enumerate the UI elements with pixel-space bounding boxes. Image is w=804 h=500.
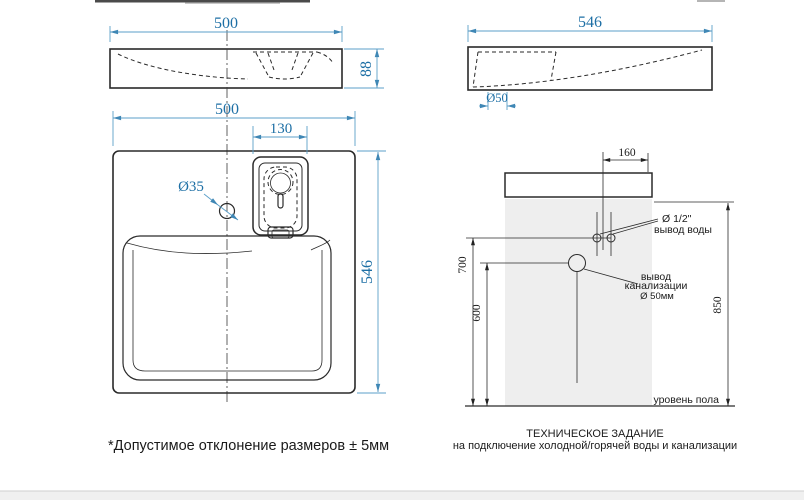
spec-subtitle: на подключение холодной/горячей воды и канализации	[452, 440, 738, 452]
tolerance-note: *Допустимое отклонение размеров ± 5мм	[108, 438, 390, 454]
side-hidden-bottom-curve	[473, 50, 702, 87]
sink-front-outline	[113, 151, 355, 393]
logo-fragment	[95, 0, 310, 3]
page-bottom-strip	[0, 491, 804, 500]
basin-back-slope	[127, 243, 252, 254]
side-hidden-slant-r	[551, 52, 556, 80]
recess-hidden-corner	[317, 52, 333, 63]
dim-top-width: 500	[214, 15, 238, 32]
tap-platform-outer	[253, 157, 308, 235]
dim-tap-platform: 130	[269, 121, 293, 137]
dim-mount-height: 850	[712, 296, 724, 314]
basin-hidden-curve	[118, 54, 248, 79]
dim-front-height: 546	[359, 260, 376, 284]
tap-hole-circle	[271, 173, 291, 193]
strip-fill	[0, 492, 804, 500]
faucet-leader-arrow	[204, 194, 218, 205]
drain-label-1: вывод	[640, 271, 672, 283]
drain-label-2: канализации	[624, 280, 688, 292]
dim-drain-height: 600	[471, 304, 483, 322]
basin-inner-wall	[133, 250, 322, 371]
front-view-drawing	[113, 101, 386, 404]
recess-hidden-slant-r2	[292, 53, 298, 70]
top-view-drawing	[110, 15, 384, 103]
recess-hidden-slant-l1	[256, 53, 269, 77]
dim-top-depth: 88	[358, 61, 375, 77]
overflow-slot	[278, 194, 283, 208]
logo-fragment-right	[697, 0, 725, 2]
recess-hidden-slant-r1	[300, 53, 313, 77]
sink-side-block	[505, 173, 652, 197]
water-outlet-label: вывод воды	[654, 224, 712, 236]
dim-drain-diameter: Ø50	[486, 91, 508, 105]
dim-tap-offset: 160	[618, 147, 636, 159]
spec-title: ТЕХНИЧЕСКОЕ ЗАДАНИЕ	[526, 428, 664, 440]
drain-label-3: Ø 50мм	[640, 291, 674, 302]
dim-side-width: 546	[578, 14, 602, 31]
wall-area	[505, 199, 652, 406]
water-outlet-size-label: Ø 1/2"	[662, 213, 692, 225]
dim-faucet-hole: Ø35	[178, 179, 204, 195]
sink-side-outline	[468, 47, 712, 90]
side-hidden-slant-l	[473, 52, 478, 87]
dim-front-width: 500	[215, 101, 239, 118]
notes	[108, 428, 737, 454]
logo-fragment-light	[185, 3, 280, 5]
faucet-leader-line	[218, 205, 238, 220]
floor-level-label: уровень пола	[653, 394, 719, 406]
sink-profile-outline	[110, 49, 342, 88]
side-view-drawing	[468, 14, 712, 110]
installation-diagram	[457, 147, 735, 406]
recess-hidden-bottom	[269, 77, 300, 79]
recess-hidden-slant-l2	[268, 53, 274, 70]
dim-water-height: 700	[457, 256, 469, 274]
cropped-logo-remnant	[95, 0, 725, 4]
